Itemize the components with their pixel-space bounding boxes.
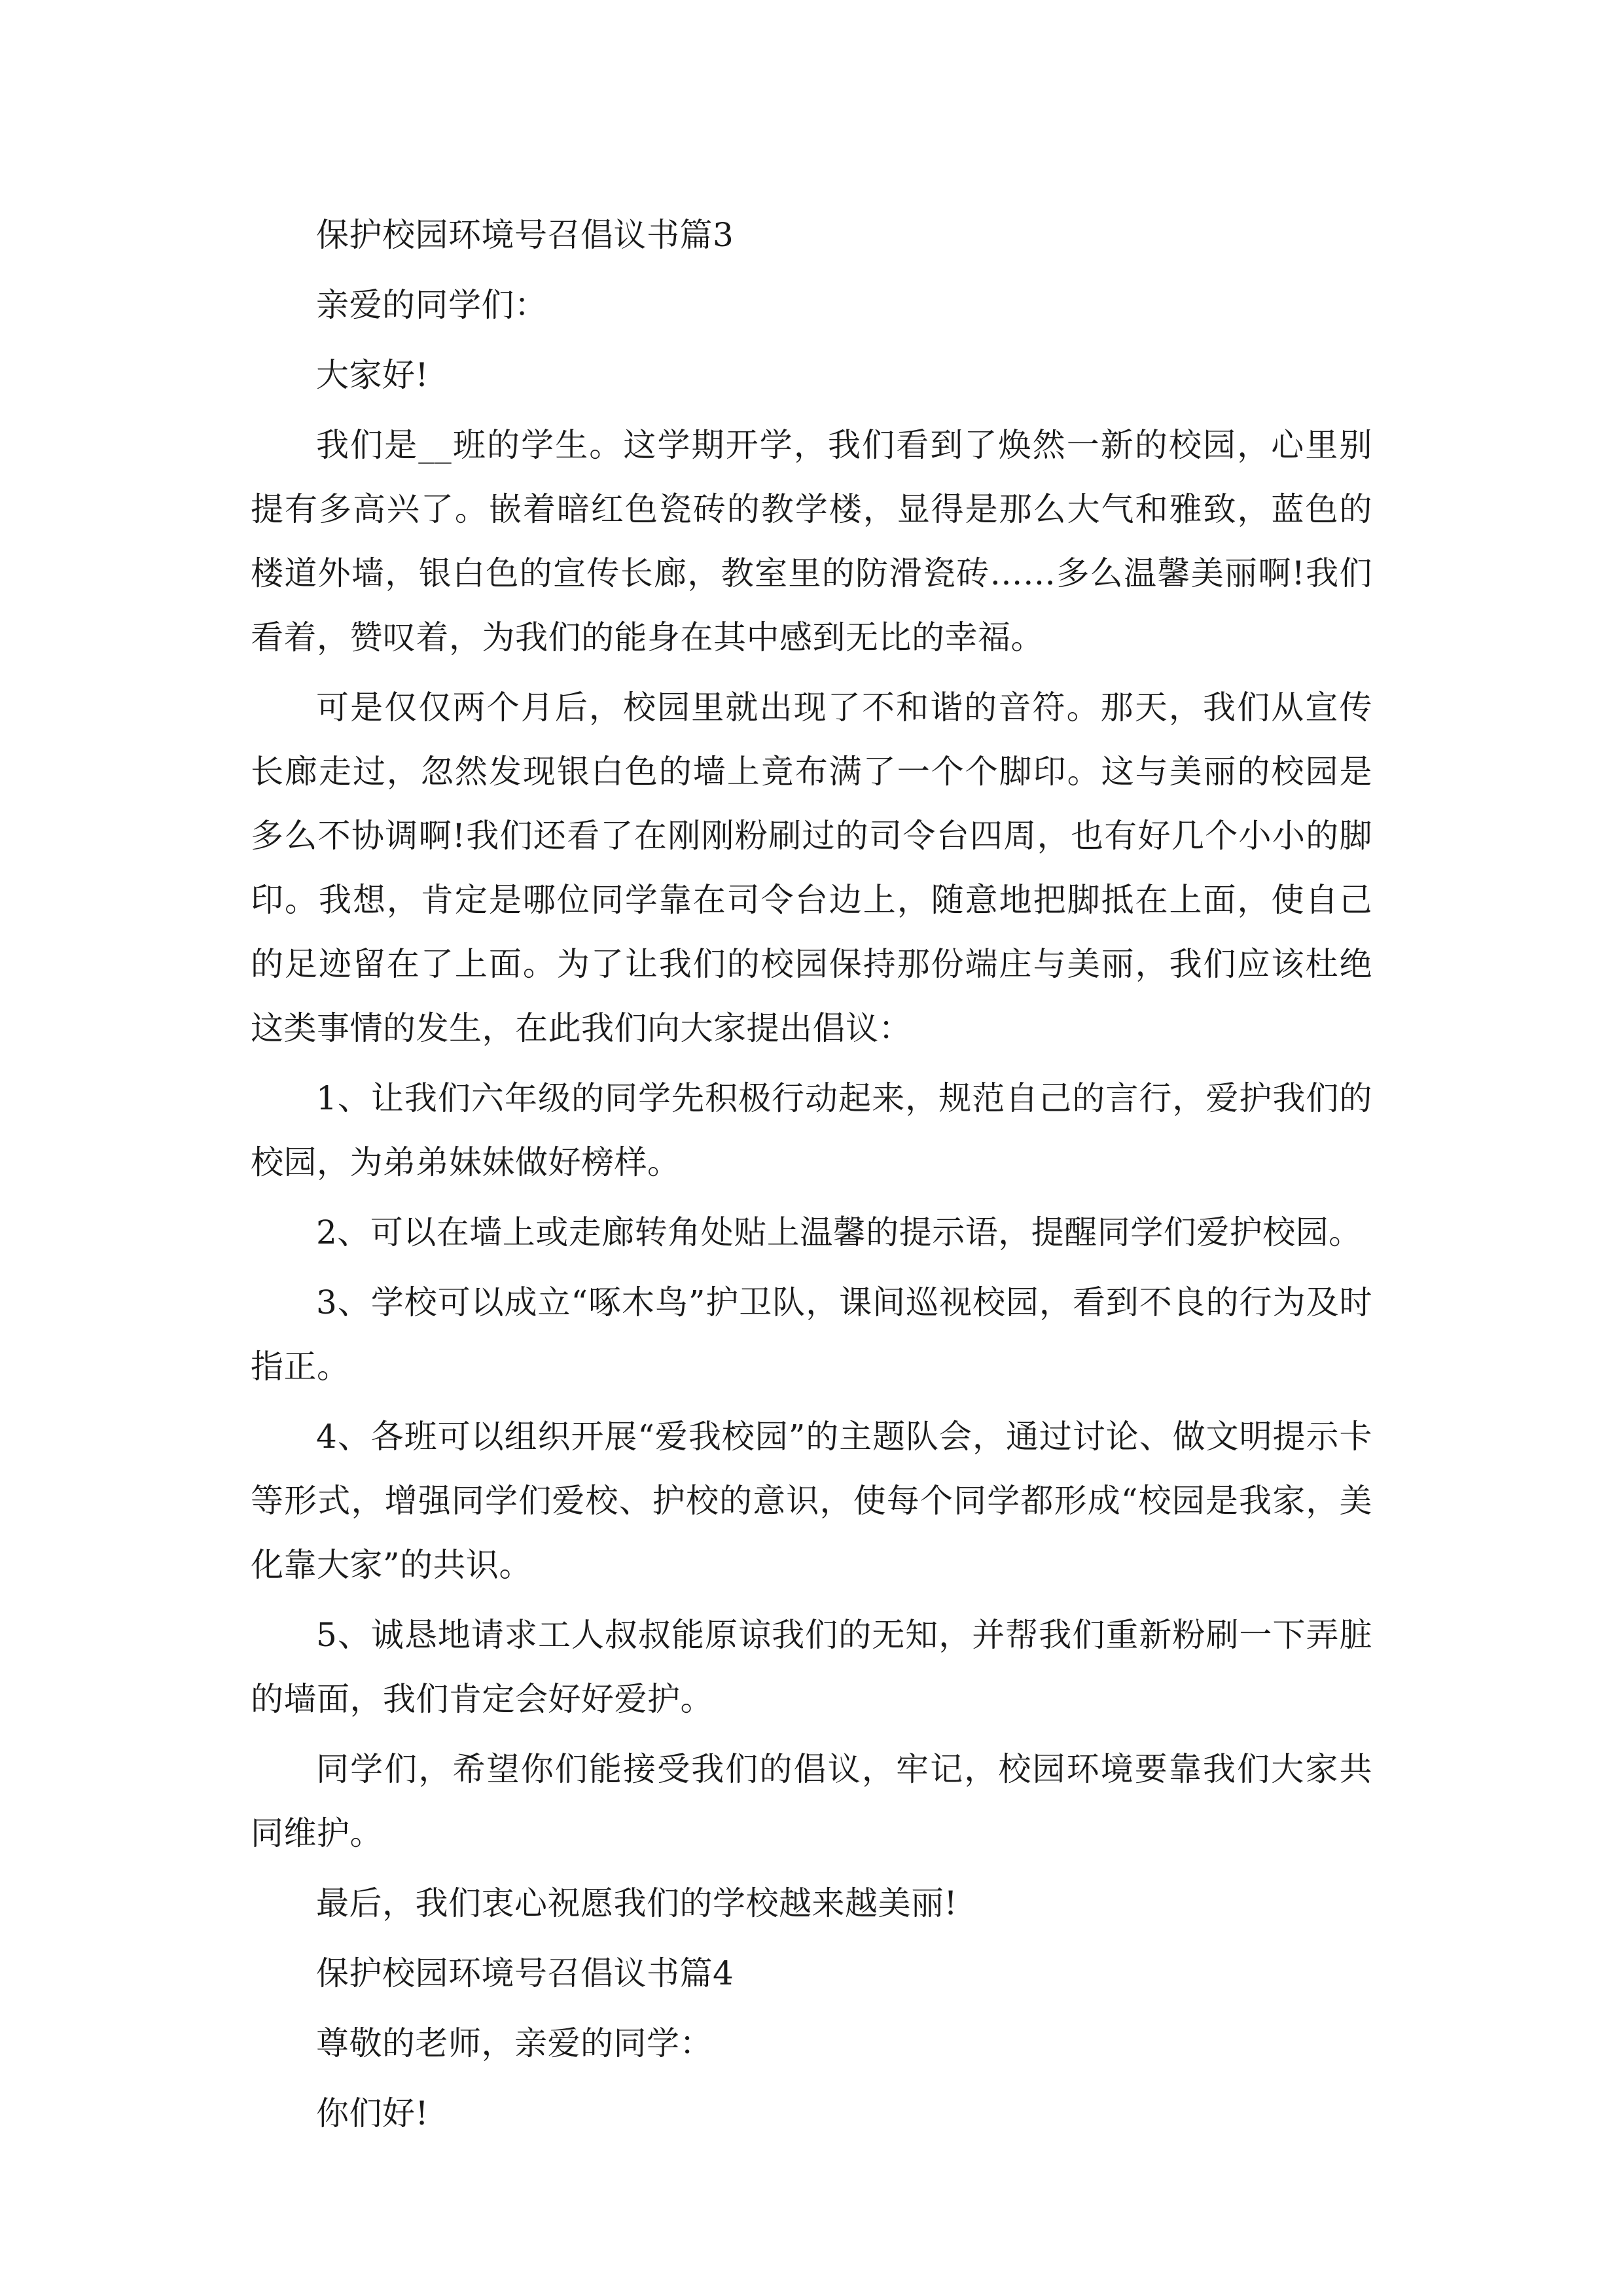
greeting: 大家好! (316, 356, 429, 394)
proposal-item: 2、可以在墙上或走廊转角处贴上温馨的提示语，提醒同学们爱护校园。 (316, 1213, 1362, 1251)
section-title: 保护校园环境号召倡议书篇4 (316, 1954, 734, 1992)
proposal-item: 1、让我们六年级的同学先积极行动起来，规范自己的言行，爱护我们的校园，为弟弟妹妹做好榜样。 (251, 1079, 1372, 1181)
closing-paragraph: 最后，我们衷心祝愿我们的学校越来越美丽! (316, 1884, 958, 1922)
proposal-item: 5、诚恳地请求工人叔叔能原谅我们的无知，并帮我们重新粉刷一下弄脏的墙面，我们肯定会好好爱护。 (251, 1616, 1372, 1718)
proposal-item: 4、各班可以组织开展“爱我校园”的主题队会，通过讨论、做文明提示卡等形式，增强同学们爱校、护校的意识，使每个同学都形成“校园是我家，美化靠大家”的共识。 (251, 1418, 1372, 1584)
salutation: 亲爱的同学们： (316, 286, 548, 324)
body-paragraph: 我们是__班的学生。这学期开学，我们看到了焕然一新的校园，心里别提有多高兴了。嵌着暗红色瓷砖的教学楼，显得是那么大气和雅致，蓝色的楼道外墙，银白色的宣传长廊，教室里的防滑瓷砖……多么温馨美丽啊!我们看着，赞叹着，为我们的能身在其中感到无比的幸福。 (251, 426, 1372, 656)
document-body (251, 203, 1372, 2151)
body-paragraph: 可是仅仅两个月后，校园里就出现了不和谐的音符。那天，我们从宣传长廊走过，忽然发现银白色的墙上竟布满了一个个脚印。这与美丽的校园是多么不协调啊!我们还看了在刚刚粉刷过的司令台四周，也有好几个小小的脚印。我想，肯定是哪位同学靠在司令台边上，随意地把脚抵在上面，使自己的足迹留在了上面。为了让我们的校园保持那份端庄与美丽，我们应该杜绝这类事情的发生，在此我们向大家提出倡议： (251, 689, 1372, 1047)
section-title: 保护校园环境号召倡议书篇3 (316, 216, 734, 254)
salutation: 尊敬的老师，亲爱的同学： (316, 2024, 713, 2062)
greeting: 你们好! (316, 2094, 429, 2132)
body-paragraph: 同学们，希望你们能接受我们的倡议，牢记，校园环境要靠我们大家共同维护。 (251, 1750, 1372, 1852)
proposal-item: 3、学校可以成立“啄木鸟”护卫队，课间巡视校园，看到不良的行为及时指正。 (251, 1283, 1372, 1386)
